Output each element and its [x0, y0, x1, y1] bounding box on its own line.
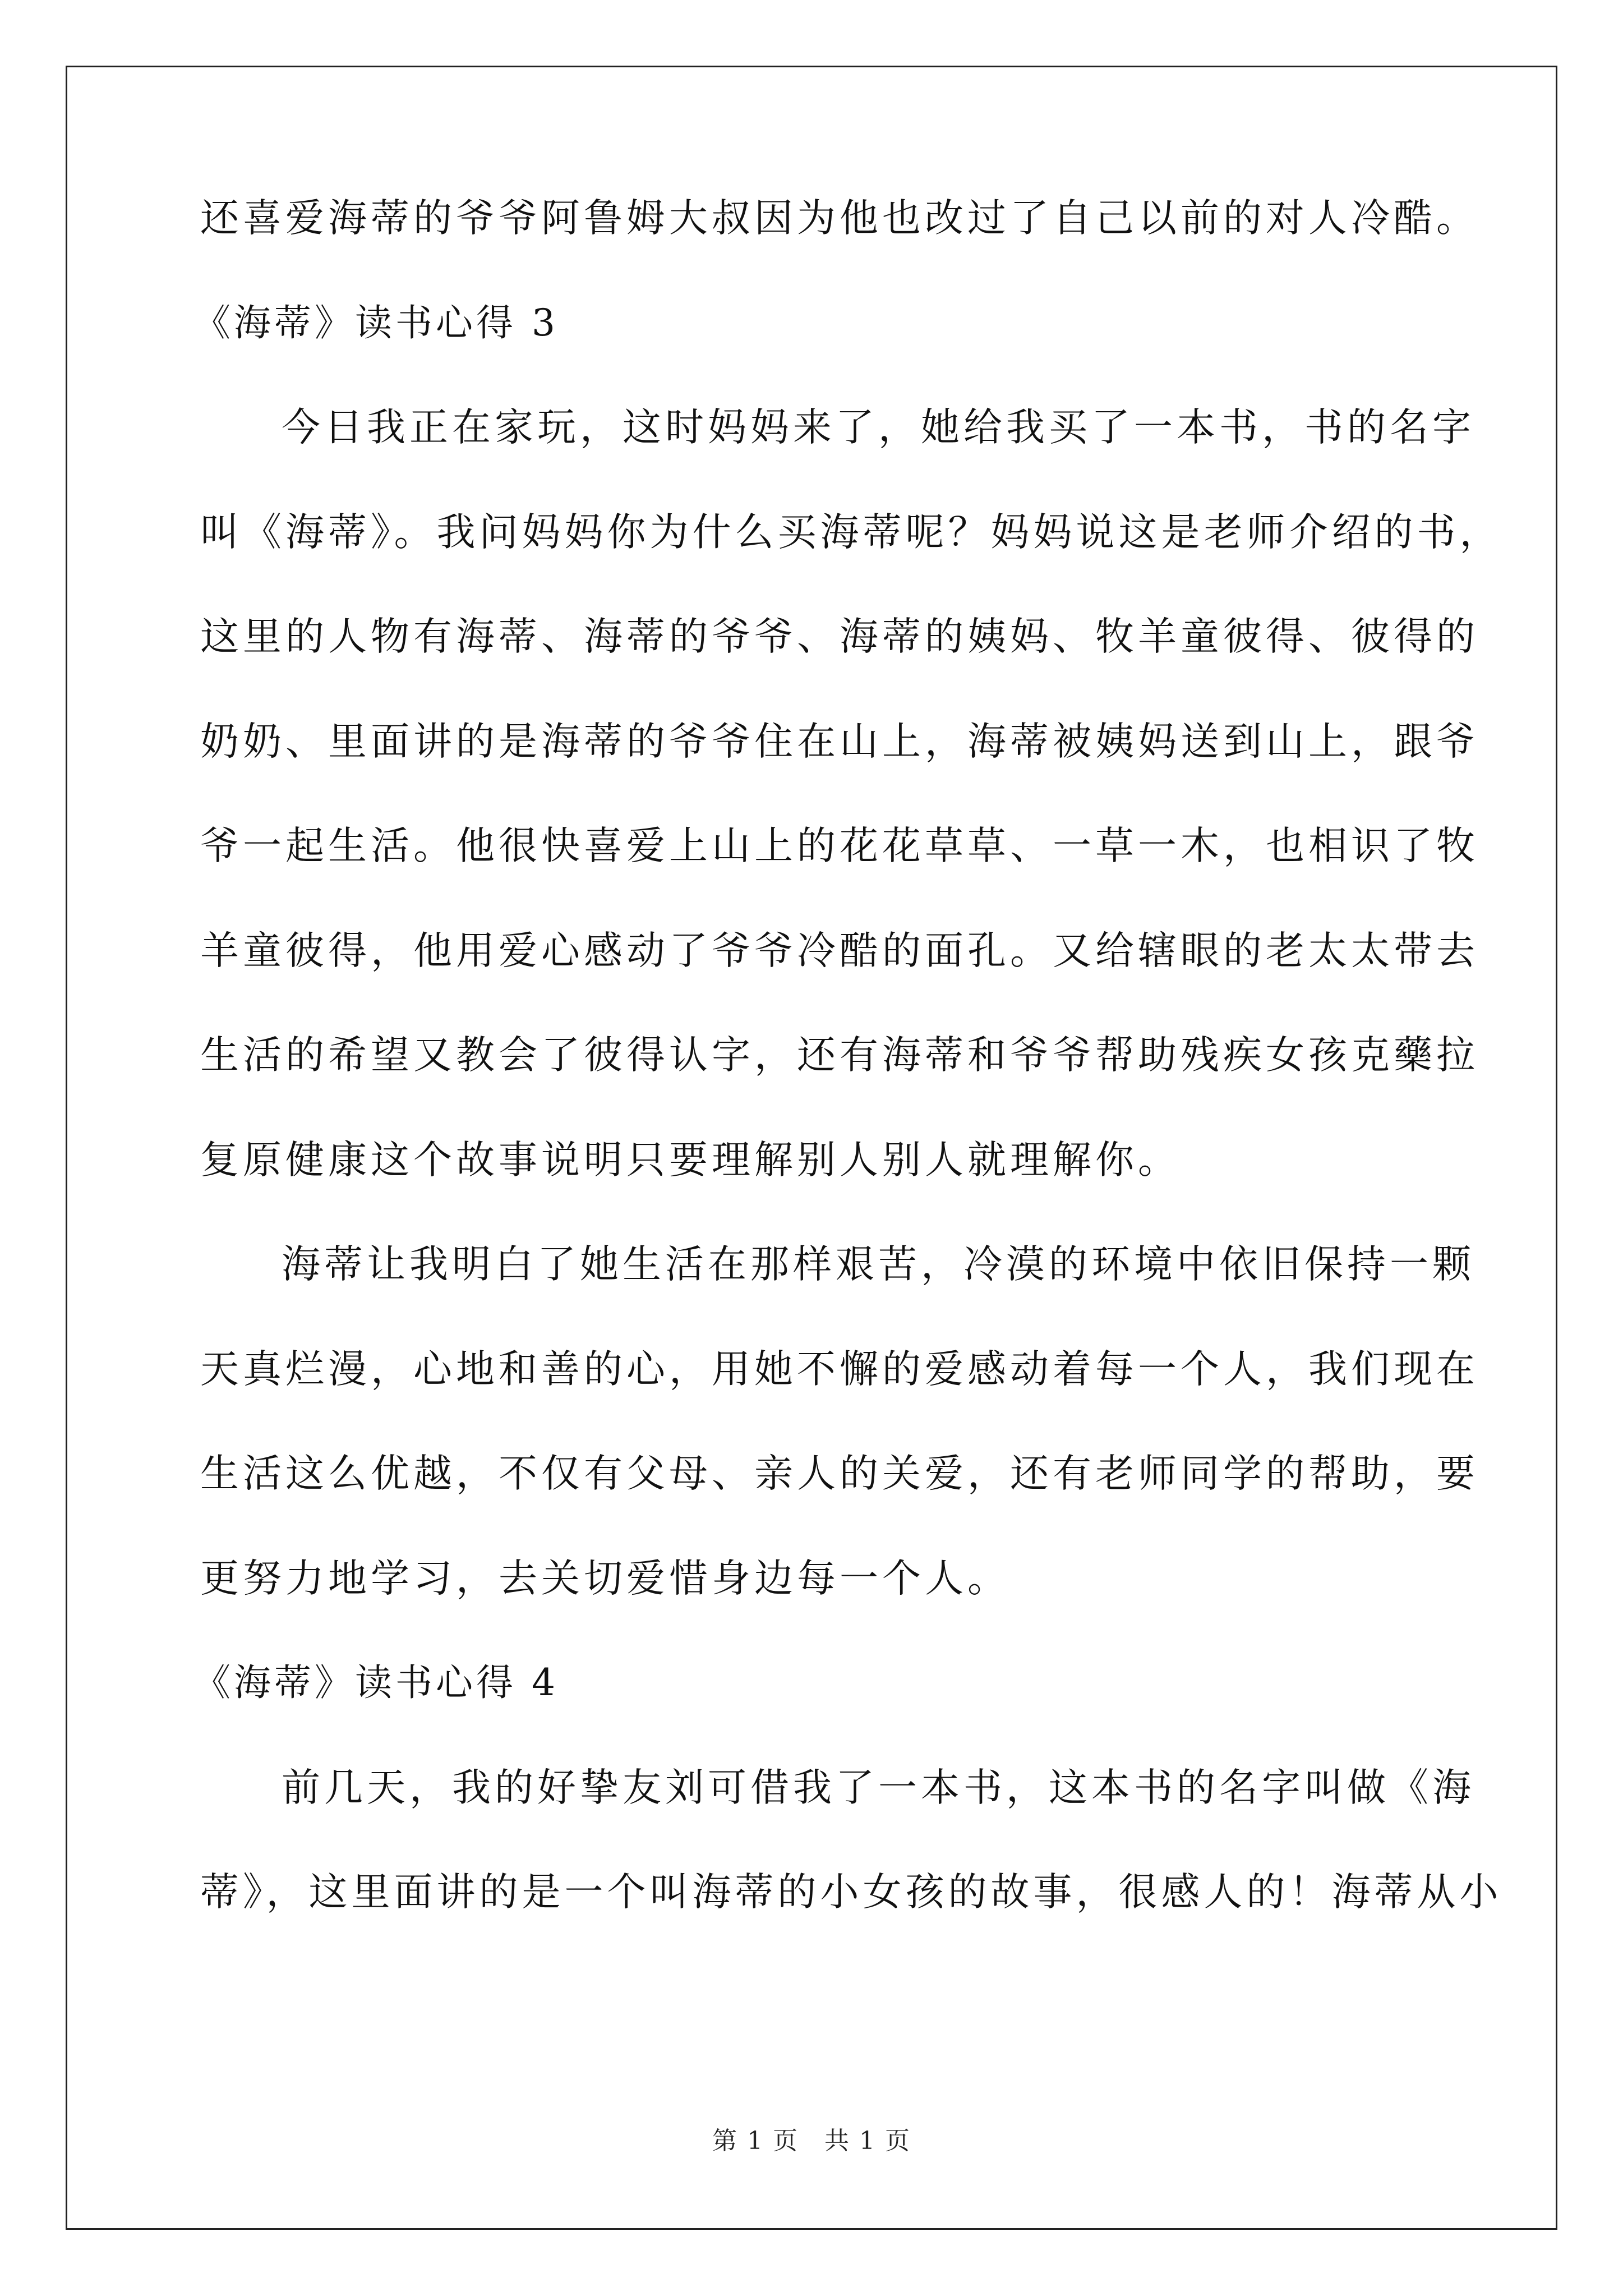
paragraph-line: 生活的希望又教会了彼得认字，还有海蒂和爷爷帮助残疾女孩克藥拉 — [200, 1033, 1479, 1078]
paragraph-line: 蒂》，这里面讲的是一个叫海蒂的小女孩的故事，很感人的！海蒂从小 — [200, 1870, 1502, 1915]
paragraph-line: 叫《海蒂》。我问妈妈你为什么买海蒂呢？妈妈说这是老师介绍的书， — [200, 510, 1502, 555]
section-heading: 《海蒂》读书心得 4 — [193, 1661, 559, 1704]
paragraph-line: 奶奶、里面讲的是海蒂的爷爷住在山上，海蒂被姨妈送到山上，跟爷 — [200, 719, 1479, 764]
paragraph-line: 前几天，我的好挚友刘可借我了一本书，这本书的名字叫做《海 — [282, 1765, 1475, 1810]
paragraph-line: 复原健康这个故事说明只要理解别人别人就理解你。 — [200, 1138, 1181, 1182]
paragraph-line: 生活这么优越，不仅有父母、亲人的关爱，还有老师同学的帮助，要 — [200, 1451, 1479, 1496]
paragraph-line: 更努力地学习，去关切爱惜身边每一个人。 — [200, 1556, 1010, 1601]
page-footer: 第 1 页 共 1 页 — [712, 2127, 911, 2155]
paragraph-line: 今日我正在家玩，这时妈妈来了，她给我买了一本书，书的名字 — [282, 405, 1475, 450]
paragraph-line: 还喜爱海蒂的爷爷阿鲁姆大叔因为他也改过了自己以前的对人冷酷。 — [200, 196, 1479, 241]
paragraph-line: 爷一起生活。他很快喜爱上山上的花花草草、一草一木，也相识了牧 — [200, 823, 1479, 868]
paragraph-line: 羊童彼得，他用爱心感动了爷爷冷酷的面孔。又给辖眼的老太太带去 — [200, 928, 1479, 973]
paragraph-line: 海蒂让我明白了她生活在那样艰苦，冷漠的环境中依旧保持一颗 — [282, 1242, 1475, 1287]
section-heading: 《海蒂》读书心得 3 — [193, 301, 559, 344]
paragraph-line: 天真烂漫，心地和善的心，用她不懈的爱感动着每一个人，我们现在 — [200, 1347, 1479, 1392]
paragraph-line: 这里的人物有海蒂、海蒂的爷爷、海蒂的姨妈、牧羊童彼得、彼得的 — [200, 614, 1479, 659]
